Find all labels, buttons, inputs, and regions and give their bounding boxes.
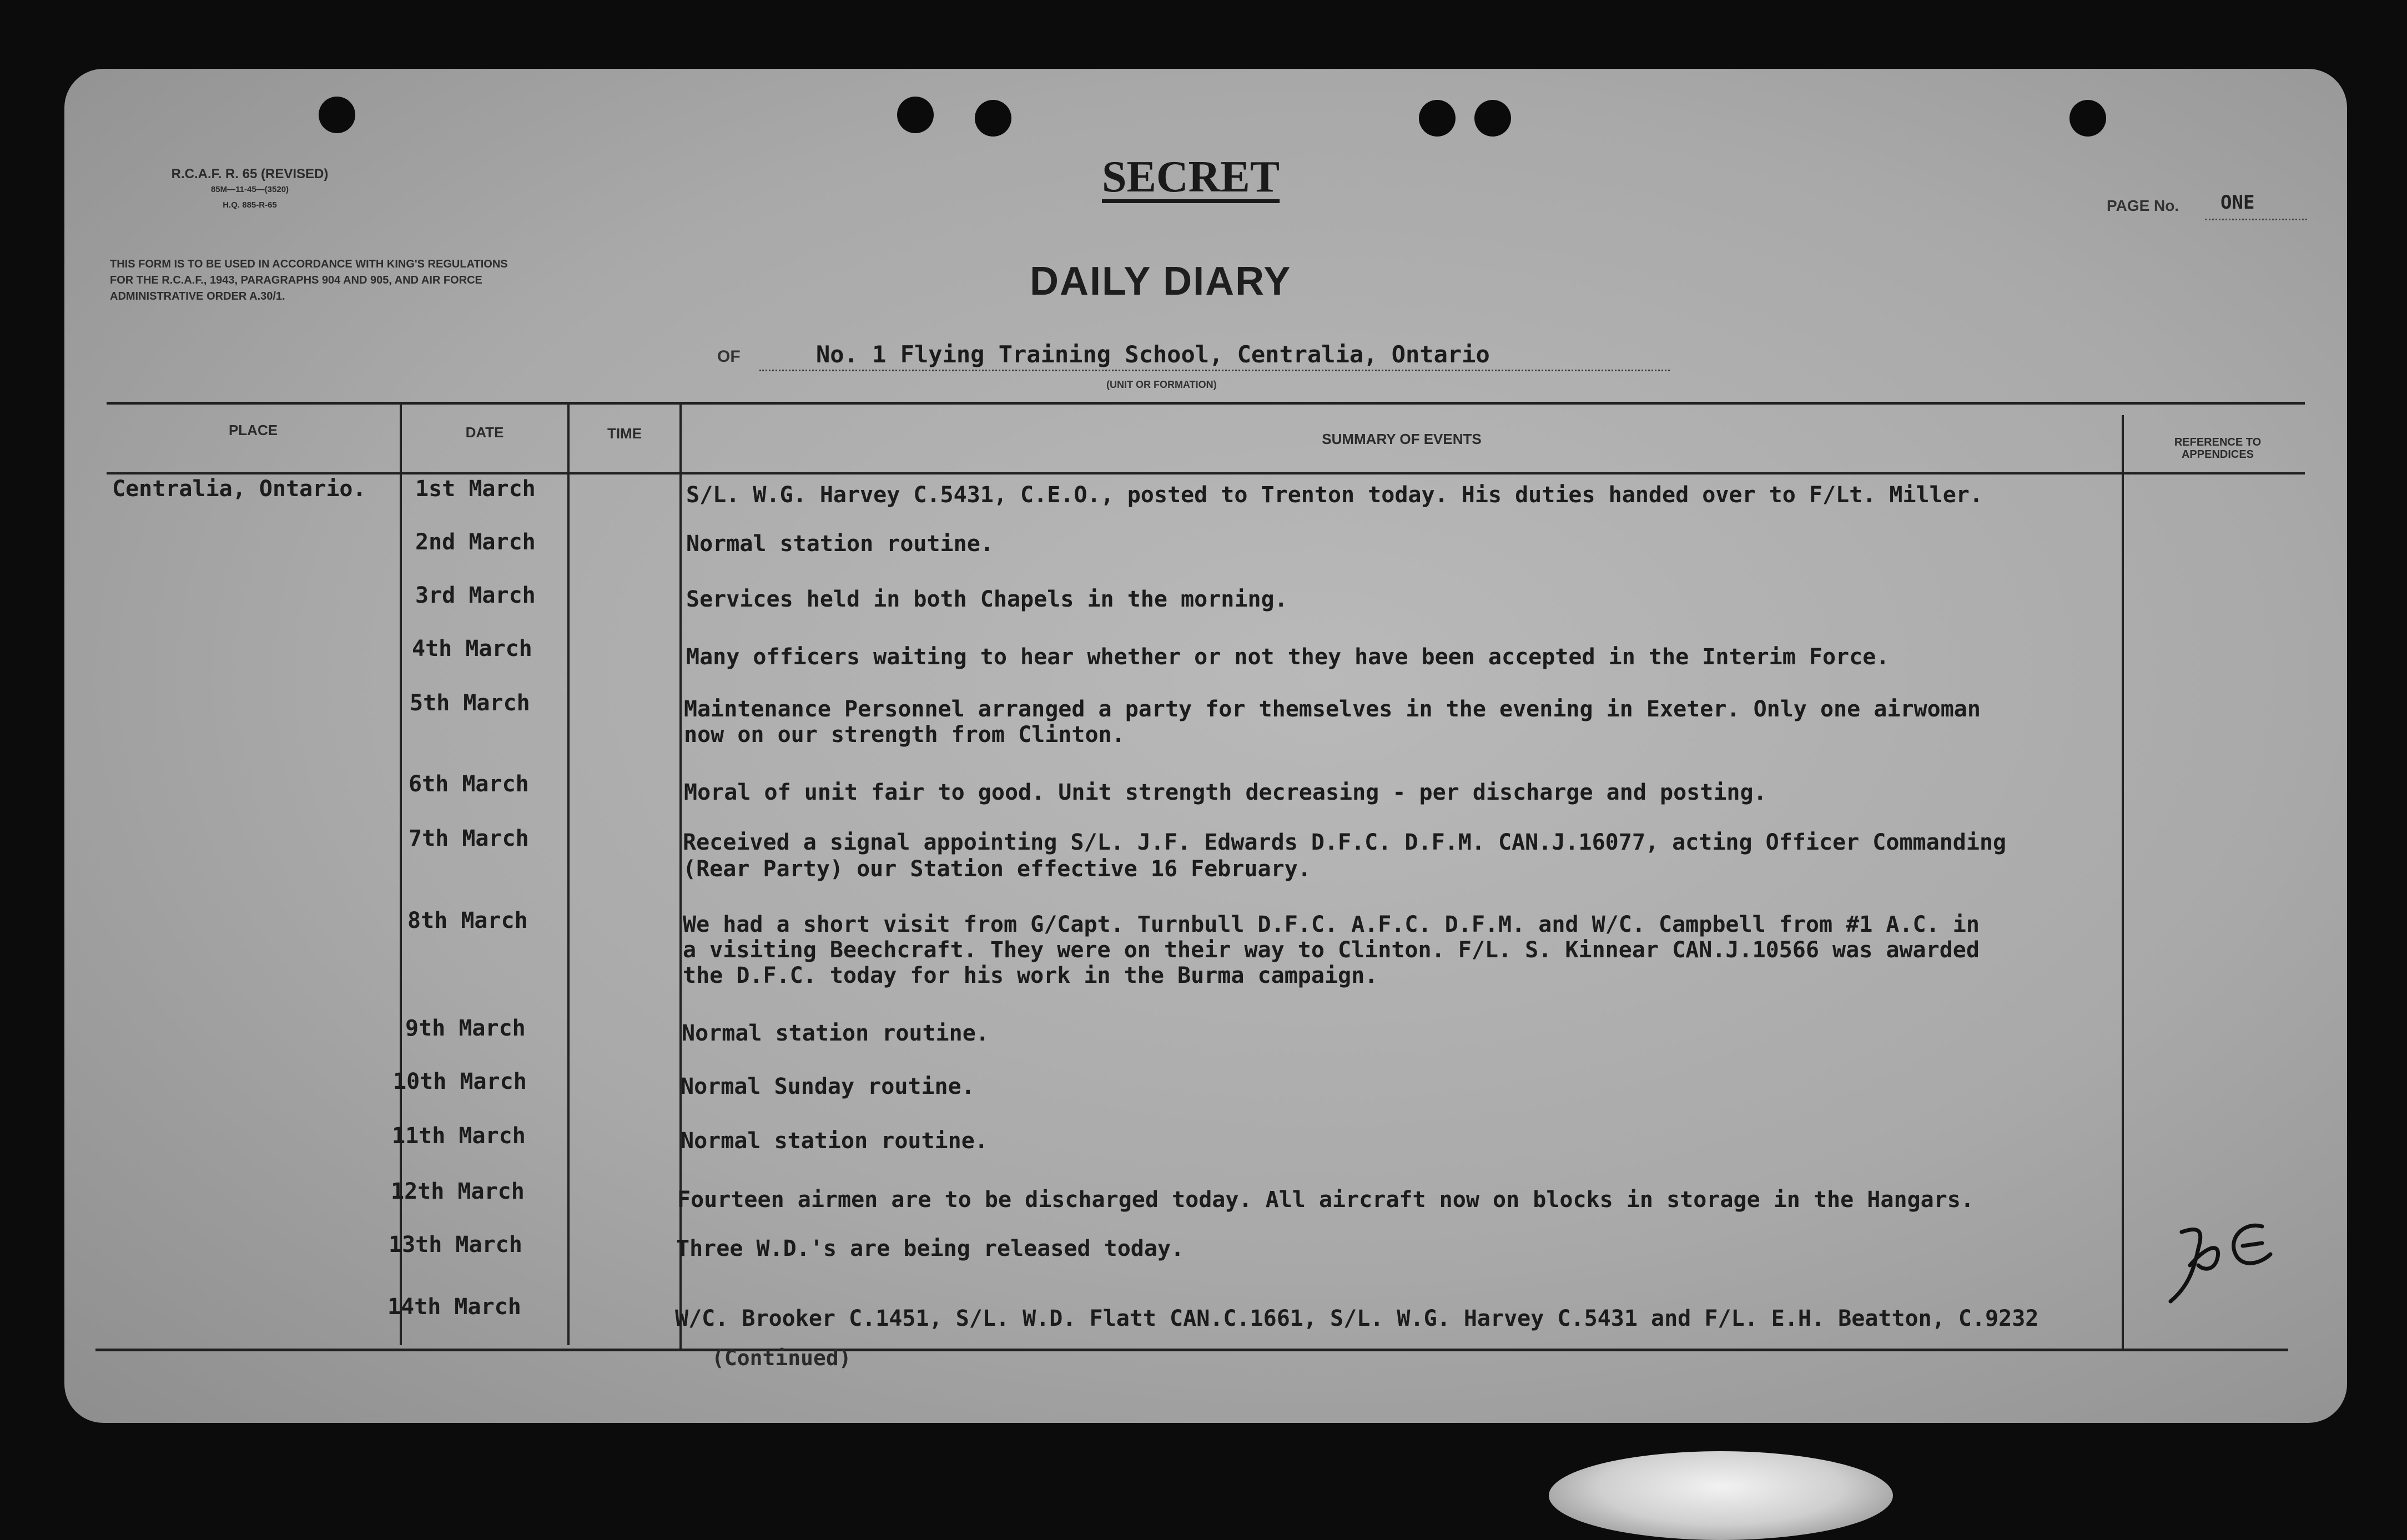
punch-hole (1474, 100, 1511, 137)
column-divider (2122, 415, 2124, 1349)
place-cell: Centralia, Ontario. (112, 476, 366, 502)
header-date: DATE (465, 424, 504, 441)
page-number-value: ONE (2220, 191, 2255, 214)
punch-hole (975, 100, 1011, 137)
unit-line (759, 370, 1670, 371)
punch-hole (897, 97, 934, 133)
unit-name: No. 1 Flying Training School, Centralia, Ontario (816, 341, 1490, 368)
date-cell: 7th March (409, 826, 529, 851)
date-cell: 4th March (412, 636, 532, 662)
punch-hole (319, 97, 355, 133)
header-time: TIME (607, 425, 642, 442)
event-line: now on our strength from Clinton. (684, 722, 1125, 748)
handwritten-initials (2159, 1210, 2287, 1310)
event-line: Normal station routine. (681, 1128, 988, 1154)
event-line: We had a short visit from G/Capt. Turnbull D.F.C. A.F.C. D.F.M. and W/C. Campbell from #1 A.C. in (683, 912, 1980, 937)
unit-caption: (UNIT OR FORMATION) (1106, 379, 1217, 390)
scan-edge-artifact (1549, 1451, 1893, 1540)
event-line: a visiting Beechcraft. They were on their way to Clinton. F/L. S. Kinnear CAN.J.10566 was awarded (683, 937, 1980, 963)
continued-note: (Continued) (712, 1346, 852, 1370)
event-line: Received a signal appointing S/L. J.F. Edwards D.F.C. D.F.M. CAN.J.16077, acting Officer Commanding (683, 830, 2007, 855)
form-id-line: R.C.A.F. R. 65 (REVISED) (171, 166, 329, 181)
header-place: PLACE (228, 422, 278, 438)
event-line: W/C. Brooker C.1451, S/L. W.D. Flatt CAN.C.1661, S/L. W.G. Harvey C.5431 and F/L. E.H. Beatton, C.9232 (675, 1306, 2039, 1331)
date-cell: 3rd March (415, 583, 536, 608)
event-line: Services held in both Chapels in the morning. (686, 587, 1288, 612)
form-id-line: 85M—11-45—(3520) (210, 185, 289, 194)
event-line: Normal station routine. (682, 1021, 989, 1046)
page-number-line (2205, 219, 2307, 220)
column-divider (567, 402, 570, 1345)
event-line: the D.F.C. today for his work in the Burma campaign. (683, 963, 1378, 988)
header-summary: SUMMARY OF EVENTS (1322, 431, 1482, 447)
form-identifier (128, 166, 372, 213)
table-header-rule (107, 472, 2305, 474)
date-cell: 10th March (393, 1069, 527, 1094)
date-cell: 14th March (387, 1294, 521, 1320)
date-cell: 2nd March (415, 529, 536, 555)
event-line: Many officers waiting to hear whether or not they have been accepted in the Interim Force. (686, 644, 1890, 670)
header-reference: REFERENCE TO APPENDICES (2174, 436, 2262, 461)
punch-hole (2069, 100, 2106, 137)
table-top-rule (107, 402, 2305, 405)
date-cell: 9th March (405, 1016, 526, 1041)
event-line: Normal Sunday routine. (681, 1074, 975, 1099)
date-cell: 12th March (391, 1179, 525, 1204)
date-cell: 13th March (389, 1232, 522, 1258)
date-cell: 8th March (407, 908, 528, 933)
event-line: Fourteen airmen are to be discharged today. All aircraft now on blocks in storage in the Hangars. (677, 1187, 1974, 1213)
event-line: (Rear Party) our Station effective 16 February. (683, 856, 1311, 882)
classification-heading: SECRET (1102, 153, 1280, 201)
form-regulation-note: THIS FORM IS TO BE USED IN ACCORDANCE WITH KING'S REGULATIONS FOR THE R.C.A.F., 1943, PARAGRAPHS 904 AND 905, AND AIR FORCE ADMINISTRATIVE ORDER A.30/1. (110, 258, 508, 302)
punch-hole (1419, 100, 1456, 137)
diary-title: DAILY DIARY (1030, 259, 1292, 304)
table-bottom-rule (95, 1349, 2288, 1351)
of-label: OF (717, 347, 741, 366)
event-line: Moral of unit fair to good. Unit strength decreasing - per discharge and posting. (684, 780, 1767, 805)
form-id-line: H.Q. 885-R-65 (223, 200, 277, 210)
event-line: S/L. W.G. Harvey C.5431, C.E.O., posted to Trenton today. His duties handed over to F/Lt. Miller. (686, 482, 1983, 508)
event-line: Three W.D.'s are being released today. (676, 1236, 1185, 1261)
date-cell: 11th March (392, 1123, 526, 1149)
date-cell: 1st March (415, 476, 536, 502)
event-line: Normal station routine. (686, 531, 994, 557)
date-cell: 6th March (409, 771, 529, 797)
date-cell: 5th March (410, 690, 530, 716)
page-number-label: PAGE No. (2107, 197, 2179, 214)
event-line: Maintenance Personnel arranged a party for themselves in the evening in Exeter. Only one airwoman (684, 696, 1981, 722)
